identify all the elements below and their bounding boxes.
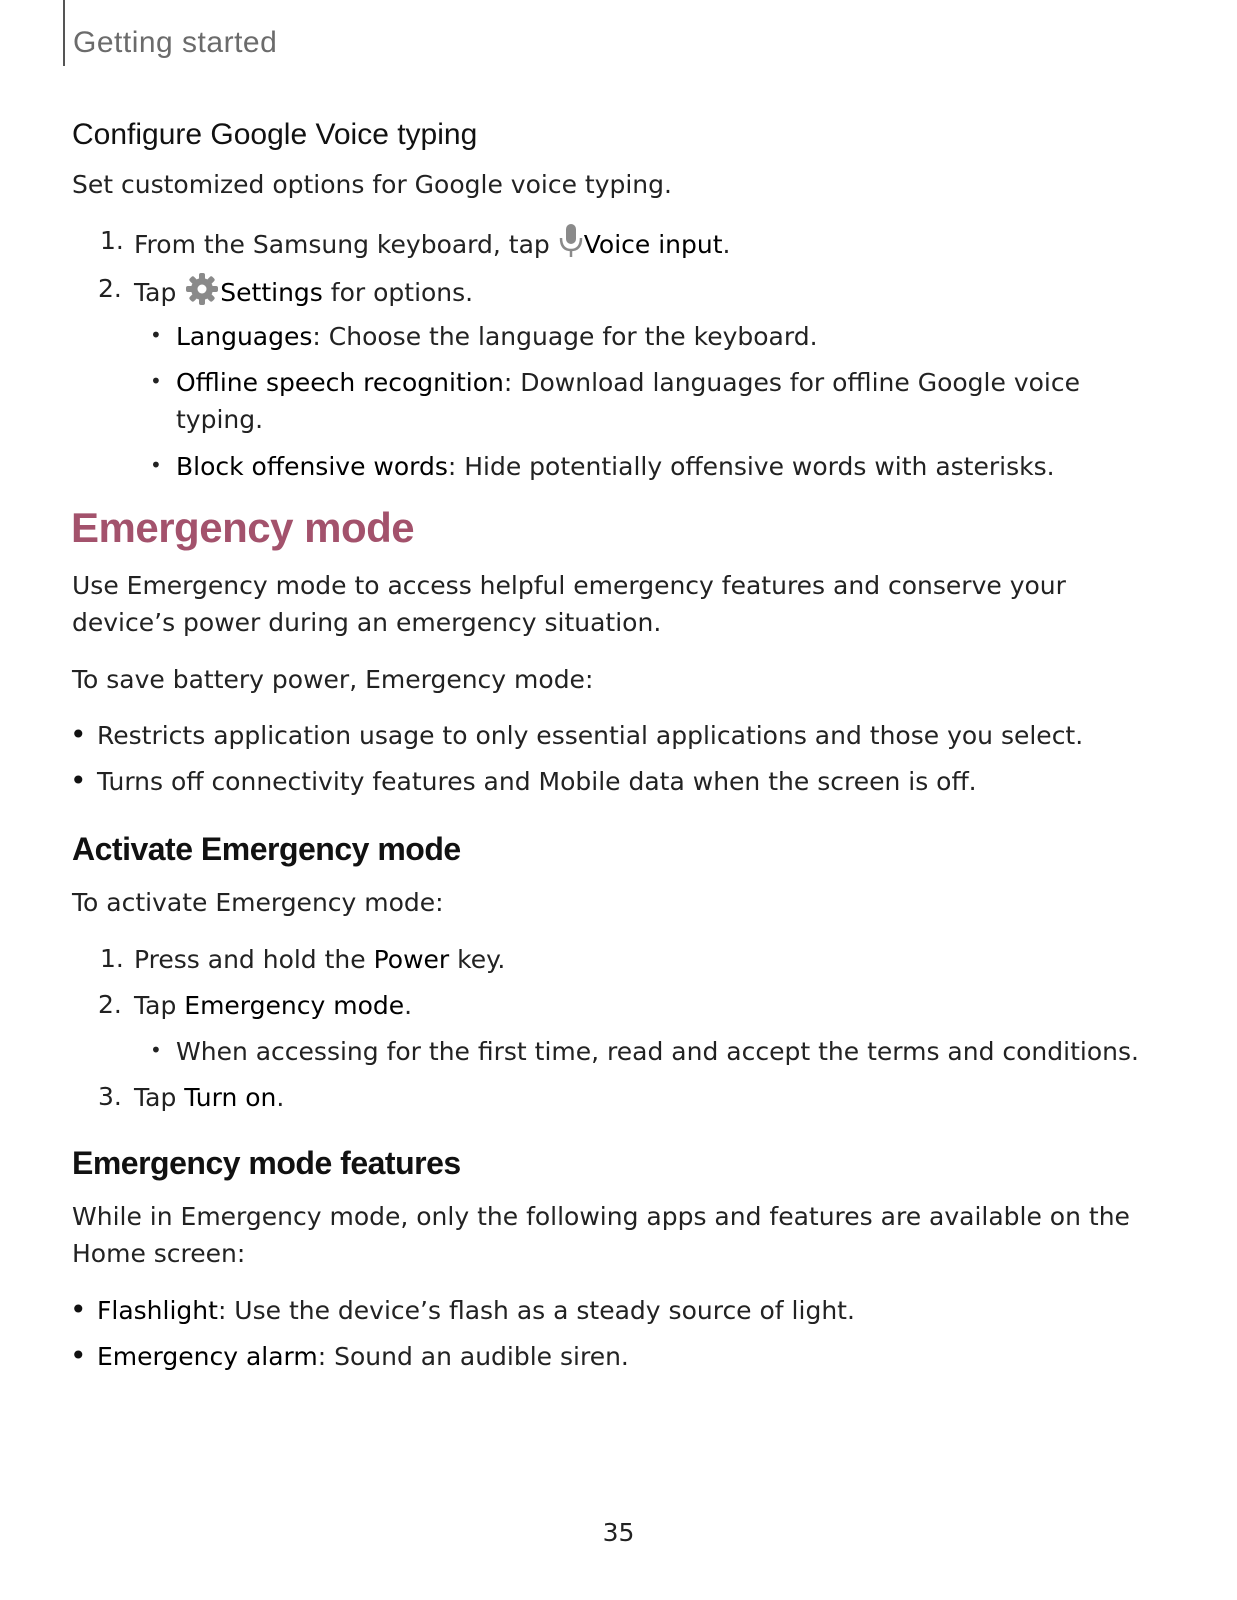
gear-icon [184, 271, 220, 317]
feature-emergency-alarm [97, 1338, 1177, 1375]
emergency-mode-heading: Emergency mode [71, 504, 415, 551]
feature-label: Emergency alarm [97, 1342, 318, 1371]
bullet: • [150, 453, 162, 477]
bullet: • [150, 369, 162, 393]
step-text: Tap [134, 278, 177, 307]
activate-step-1 [134, 941, 505, 978]
save-item-2: Turns off connectivity features and Mobile data when the screen is off. [97, 767, 977, 796]
feature-flashlight [97, 1292, 1177, 1329]
step-number: 1. [100, 944, 124, 973]
section-header: Getting started [73, 26, 278, 59]
page-number: 35 [602, 1518, 635, 1547]
save-item-1: Restricts application usage to only essential applications and those you select. [97, 721, 1084, 750]
feature-text: : Use the device’s flash as a steady source of light. [217, 1296, 855, 1325]
bullet: • [70, 1293, 87, 1326]
emergency-mode-label: Emergency mode [184, 991, 405, 1020]
option-offline-speech [176, 364, 1121, 438]
activate-step-2 [134, 987, 412, 1024]
step-number: 3. [98, 1082, 122, 1111]
step-text: key. [449, 945, 506, 974]
header-rule [63, 0, 65, 66]
feature-label: Flashlight [97, 1296, 218, 1325]
option-languages [176, 318, 1136, 355]
option-label: Offline speech recognition [176, 368, 504, 397]
step-text: Tap [134, 991, 185, 1020]
step-text: From the Samsung keyboard, tap [134, 230, 550, 259]
activate-step-3 [134, 1079, 284, 1116]
step-text: . [404, 991, 413, 1020]
settings-label: Settings [220, 278, 323, 307]
save-battery-intro: To save battery power, Emergency mode: [72, 665, 594, 694]
step-number: 2. [98, 274, 122, 303]
option-text: : Choose the language for the keyboard. [312, 322, 818, 351]
activate-heading: Activate Emergency mode [72, 831, 461, 867]
bullet: • [70, 1339, 87, 1372]
features-heading: Emergency mode features [72, 1145, 461, 1181]
voice-typing-heading: Configure Google Voice typing [72, 118, 478, 151]
voice-step-2 [134, 271, 473, 317]
option-text: : Hide potentially offensive words with asterisks. [447, 452, 1055, 481]
option-label: Languages [176, 322, 313, 351]
bullet: • [70, 764, 87, 797]
activate-step-2-note: When accessing for the first time, read and accept the terms and conditions. [176, 1037, 1139, 1066]
emergency-intro: Use Emergency mode to access helpful emergency features and conserve your device’s power during an emergency situation. [72, 571, 1066, 637]
option-label: Block offensive words [176, 452, 448, 481]
bullet: • [150, 1038, 162, 1062]
microphone-icon [558, 223, 584, 269]
step-text: Press and hold the [134, 945, 374, 974]
step-number: 1. [100, 226, 124, 255]
step-text: . [722, 230, 731, 259]
step-number: 2. [98, 990, 122, 1019]
feature-text: : Sound an audible siren. [317, 1342, 629, 1371]
turn-on-label: Turn on [184, 1083, 277, 1112]
step-text: for options. [322, 278, 474, 307]
bullet: • [70, 718, 87, 751]
step-text: . [276, 1083, 285, 1112]
option-block-offensive [176, 448, 1136, 485]
voice-step-1 [134, 223, 730, 269]
power-key-label: Power [373, 945, 450, 974]
bullet: • [150, 323, 162, 347]
features-intro: While in Emergency mode, only the following apps and features are available on the Home screen: [72, 1202, 1130, 1268]
option-text: : Download languages for offline Google voice typing. [176, 368, 1080, 434]
voice-typing-intro: Set customized options for Google voice typing. [72, 170, 672, 199]
voice-input-label: Voice input [583, 230, 723, 259]
activate-intro: To activate Emergency mode: [72, 888, 444, 917]
step-text: Tap [134, 1083, 185, 1112]
